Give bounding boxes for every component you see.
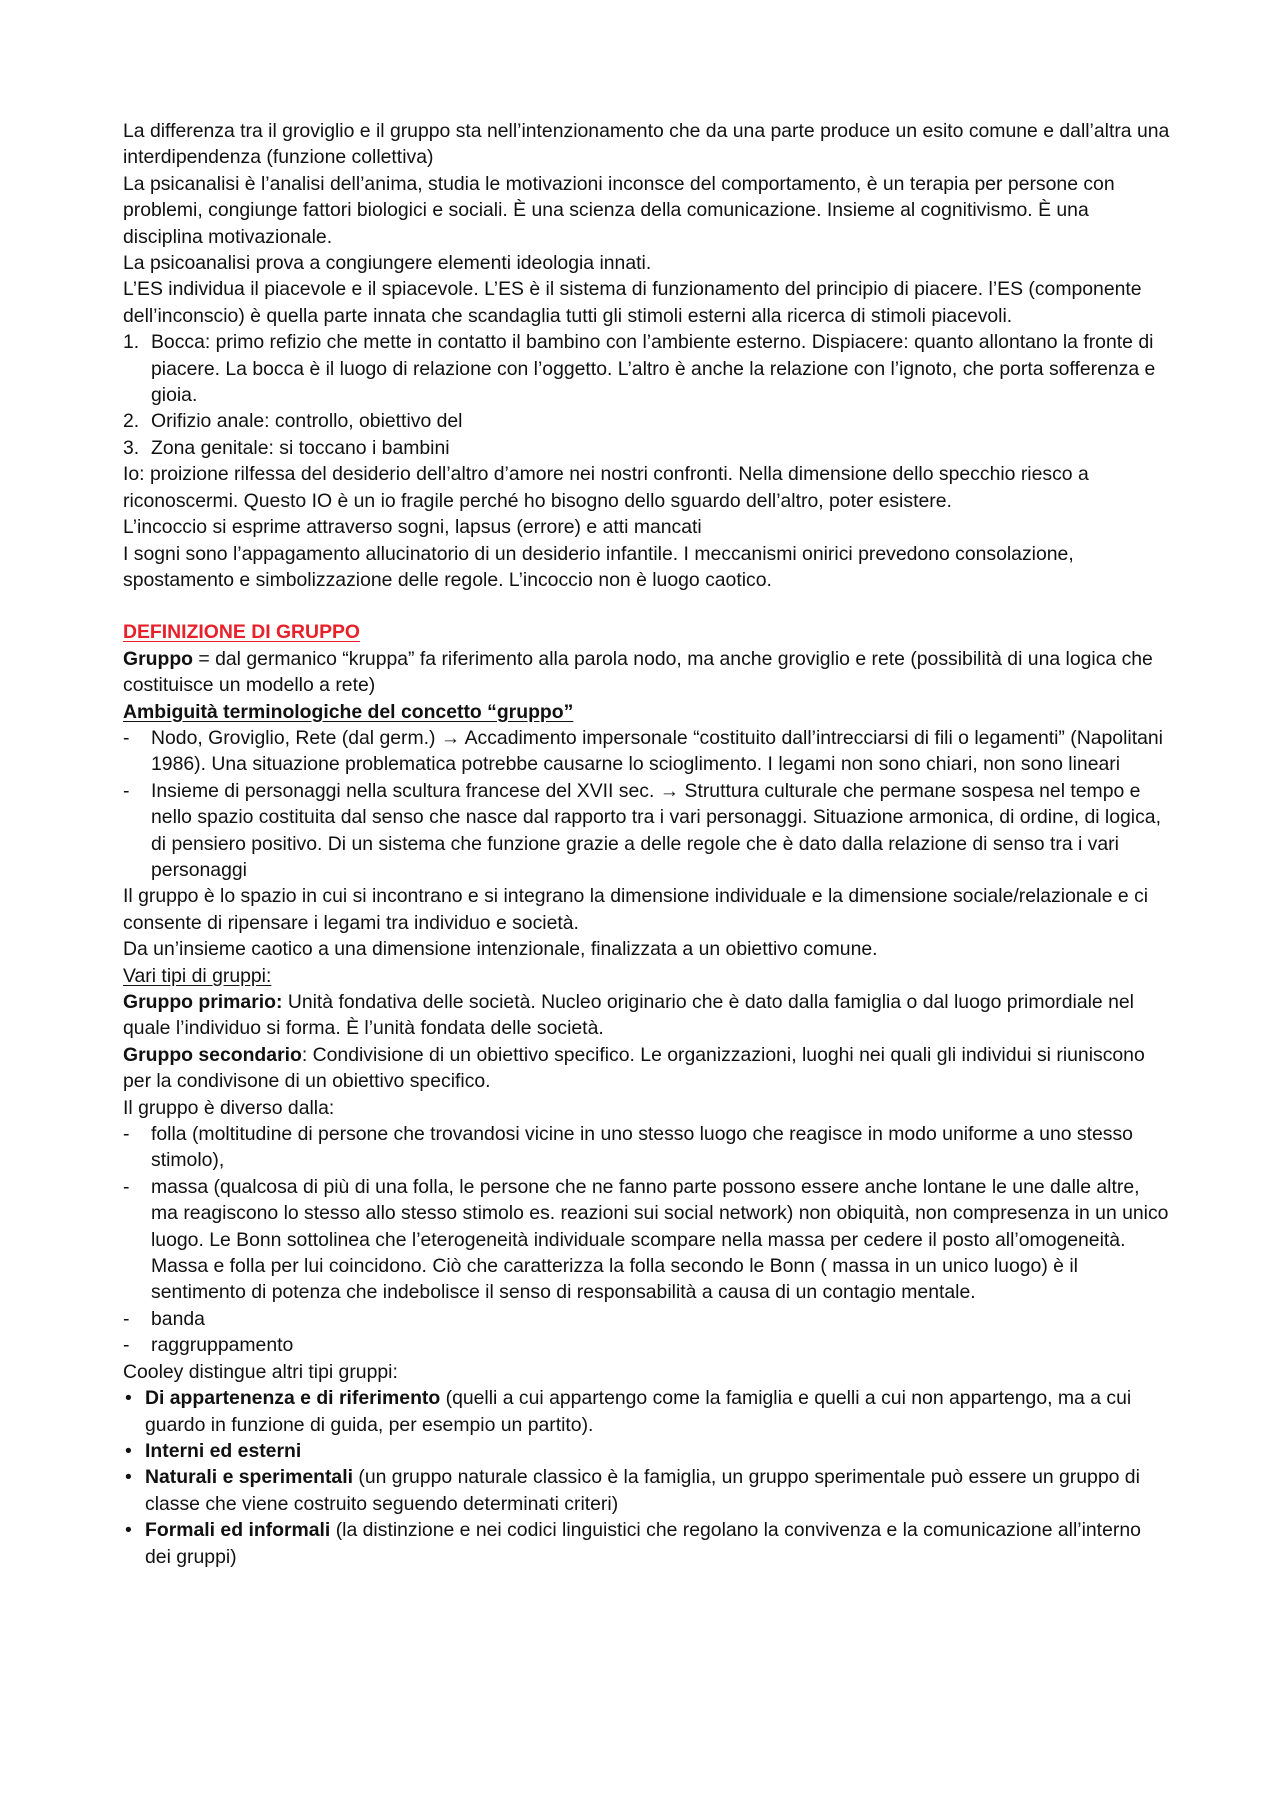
diverso-paragraph: Il gruppo è diverso dalla: [123,1096,335,1119]
list-text: (la distinzione e nei codici linguistici che regolano la convivenza e la comunicazione all’interno dei gruppi) [145,1519,1141,1568]
term-bold: Naturali e sperimentali [145,1466,353,1489]
list-item [123,1306,1170,1332]
list-text: Bocca: primo refizio che mette in contatto il bambino con l’ambiente esterno. Dispiacere: quanto allontano la fronte di piacere. La bocca è il luogo di relazione con l’oggetto. L’altro è anche la relazione con l’ignoto, che porta sofferenza e gioia. [151,331,1156,407]
section-heading: DEFINIZIONE DI GRUPPO [123,621,361,644]
dash-marker: - [123,1307,130,1330]
list-item [123,1332,1170,1358]
dash-marker: - [123,726,130,749]
term-bold: Interni ed esterni [145,1439,302,1462]
intro-paragraph-3: La psicoanalisi prova a congiungere elementi ideologia innati. [123,252,652,275]
bullet-marker: • [125,1466,132,1489]
phases-list [123,329,1170,461]
list-text: Nodo, Groviglio, Rete (dal germ.) → Accadimento impersonale “costituito dall’intrecciarsi di fili o legamenti” (Napolitani 1986). Una situazione problematica potrebbe causarne lo scioglimento. I legami non sono chiari, non sono lineari [151,726,1163,776]
list-item [123,725,1170,778]
list-item [123,435,1170,461]
list-number: 2. [123,410,140,433]
ambiguita-list [123,725,1170,883]
bullet-marker: • [125,1519,132,1542]
list-item [123,1438,1170,1464]
list-text: folla (moltitudine di persone che trovandosi vicine in uno stesso luogo che reagisce in modo uniforme a uno stesso stimolo), [151,1123,1133,1172]
dash-marker: - [123,1334,130,1357]
list-text: (un gruppo naturale classico è la famiglia, un gruppo sperimentale può essere un gruppo di classe che viene costruito seguendo determinati criteri) [145,1466,1140,1515]
caotico-paragraph: Da un’insieme caotico a una dimensione intenzionale, finalizzata a un obiettivo comune. [123,938,878,961]
ambiguita-subheading: Ambiguità terminologiche del concetto “gruppo” [123,700,574,723]
list-item [123,1174,1170,1306]
term-bold: Gruppo secondario [123,1043,302,1066]
definition-text: : Condivisione di un obiettivo specifico. Le organizzazioni, luoghi nei quali gli individui si riuniscono per la condivisone di un obiettivo specifico. [123,1043,1145,1093]
list-text: Zona genitale: si toccano i bambini [151,436,450,459]
sogni-paragraph: I sogni sono l’appagamento allucinatorio di un desiderio infantile. I meccanismi onirici prevedono consolazione, spostamento e simbolizzazione delle regole. L’incoccio non è luogo caotico. [123,542,1074,591]
bullet-marker: • [125,1439,132,1462]
intro-paragraph-1: La differenza tra il groviglio e il gruppo sta nell’intenzionamento che da una parte produce un esito comune e dall’altra una interdipendenza (funzione collettiva) [123,120,1170,169]
list-item [123,778,1170,884]
list-text: Orifizio anale: controllo, obiettivo del [151,410,463,433]
definition-text: = dal germanico “kruppa” fa riferimento alla parola nodo, ma anche groviglio e rete (possibilità di una logica che costituisce un modello a rete) [123,647,1153,697]
list-text: raggruppamento [151,1334,294,1357]
intro-paragraph-2: La psicanalisi è l’analisi dell’anima, studia le motivazioni inconsce del comportamento, è un terapia per persone con problemi, congiunge fattori biologici e sociali. È una scienza della comunicazione. Insieme al cognitivismo. È una disciplina motivazionale. [123,172,1115,248]
gruppo-definition [123,646,1170,699]
list-number: 1. [123,331,140,354]
list-text: (quelli a cui appartengo come la famiglia e quelli a cui non appartengo, ma a cui guardo in funzione di guida, per esempio un partito). [145,1387,1132,1436]
gruppo-secondario-paragraph [123,1042,1170,1095]
list-text: massa (qualcosa di più di una folla, le persone che ne fanno parte possono essere anche lontane le une dalle altre, ma reagiscono lo stesso allo stesso stimolo es. reazioni sui social network) non obiquità, non compresenza in un unico luogo. Le Bonn sottolinea che l’eterogeneità individuale scompare nella massa per cedere il posto all’omogeneità. Massa e folla per lui coincidono. Ciò che caratterizza la folla secondo le Bonn ( massa in un unico luogo) è il sentimento di potenza che indebolisce il senso di responsabilità a causa di un contagio mentale. [151,1175,1169,1304]
intro-paragraph-4: L’ES individua il piacevole e il spiacevole. L’ES è il sistema di funzionamento del principio di piacere. l’ES (componente dell’inconscio) è quella parte innata che scandaglia tutti gli stimoli esterni alla ricerca di stimoli piacevoli. [123,278,1142,327]
list-text: banda [151,1307,205,1330]
definition-text: Unità fondativa delle società. Nucleo originario che è dato dalla famiglia o dal luogo primordiale nel quale l’individuo si forma. È l’unità fondata delle società. [123,991,1134,1040]
list-item [123,408,1170,434]
io-paragraph: Io: proizione rilfessa del desiderio dell’altro d’amore nei nostri confronti. Nella dimensione dello specchio riesco a riconoscermi. Questo IO è un io fragile perché ho bisogno dello sguardo dell’altro, poter esistere. [123,463,1089,512]
list-text: Insieme di personaggi nella scultura francese del XVII sec. → Struttura culturale che permane sospesa nel tempo e nello spazio costituita dal senso che nasce dal rapporto tra i vari personaggi. Situazione armonica, di ordine, di logica, di pensiero positivo. Di un sistema che funzione grazie a delle regole che è dato dalla relazione di senso tra i vari personaggi [151,779,1161,881]
term-bold: Gruppo [123,647,194,670]
vari-tipi-label: Vari tipi di gruppi: [123,964,272,987]
term-bold: Gruppo primario: [123,991,283,1013]
gruppo-primario-paragraph [123,989,1170,1042]
term-bold: Di appartenenza e di riferimento [145,1387,441,1410]
dash-marker: - [123,1123,130,1146]
term-bold: Formali ed informali [145,1519,331,1542]
list-number: 3. [123,436,140,459]
list-item [123,1464,1170,1517]
bullet-marker: • [125,1387,132,1410]
list-item [123,1385,1170,1438]
list-item [123,1517,1170,1570]
dash-marker: - [123,779,130,802]
list-item [123,1121,1170,1174]
cooley-paragraph: Cooley distingue altri tipi gruppi: [123,1360,398,1383]
dash-marker: - [123,1175,130,1198]
gruppo-spazio-paragraph: Il gruppo è lo spazio in cui si incontrano e si integrano la dimensione individuale e la dimensione sociale/relazionale e ci consente di ripensare i legami tra individuo e società. [123,885,1149,934]
cooley-list [123,1385,1170,1570]
diverso-list [123,1121,1170,1359]
incoccio-paragraph: L’incoccio si esprime attraverso sogni, lapsus (errore) e atti mancati [123,516,702,539]
list-item [123,329,1170,408]
